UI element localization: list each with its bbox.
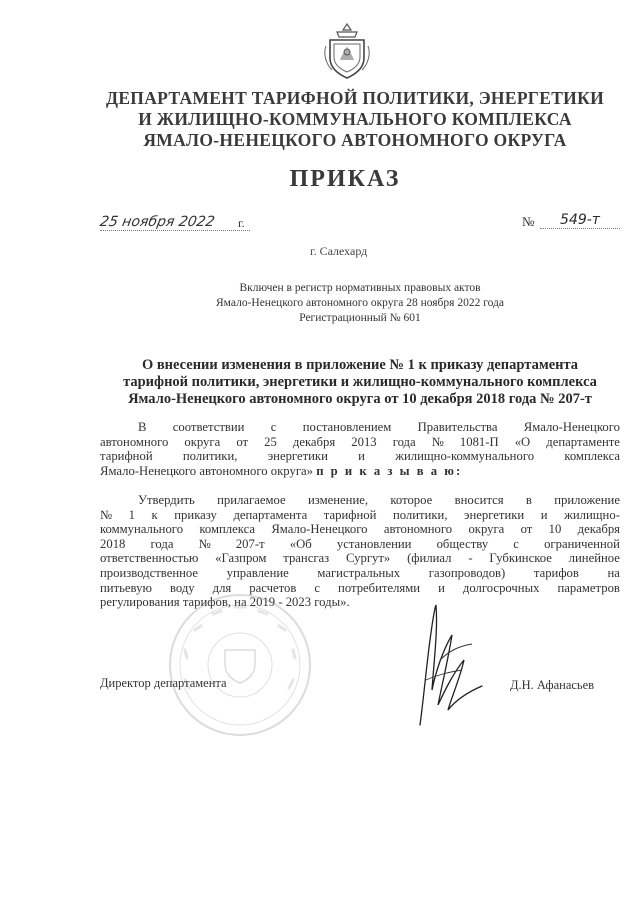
registry-line: Включен в регистр нормативных правовых актов xyxy=(239,282,481,294)
paragraph-text: Ямало-Ненецкого автономного округа» xyxy=(100,463,314,478)
paragraph-line xyxy=(100,464,620,479)
order-date-value: 25 ноября 2022 xyxy=(98,214,216,230)
order-date xyxy=(100,214,250,231)
signer-position: Директор департамента xyxy=(100,676,227,690)
paragraph-line: тарифной политики, энергетики и жилищно-коммунального комплекса xyxy=(100,449,620,464)
paragraph-line: регулирования тарифов, на 2019 - 2023 годы». xyxy=(100,595,350,610)
paragraph-line: Утвердить прилагаемое изменение, которое вносится в приложение xyxy=(138,493,620,507)
order-number-value: 549-т xyxy=(540,212,620,229)
order-number xyxy=(522,212,622,230)
paragraph-line: № 1 к приказу департамента тарифной политики, энергетики и жилищно- xyxy=(100,507,620,522)
department-header xyxy=(90,88,620,151)
number-sign: № xyxy=(522,214,535,229)
order-title xyxy=(100,357,620,408)
paragraph-line: производственное управление магистральных газопроводов) тарифов на xyxy=(100,565,620,580)
title-line: тарифной политики, энергетики и жилищно-коммунального комплекса xyxy=(123,374,597,390)
coat-of-arms-icon xyxy=(322,22,372,82)
order-word: п р и к а з ы в а ю: xyxy=(316,463,463,478)
paragraph-line: коммунального комплекса Ямало-Ненецкого автономного округа от 10 декабря xyxy=(100,522,620,537)
city: г. Салехард xyxy=(310,244,368,258)
department-line: И ЖИЛИЩНО-КОММУНАЛЬНОГО КОМПЛЕКСА xyxy=(138,109,572,129)
signer-name: Д.Н. Афанасьев xyxy=(510,678,595,692)
paragraph-line: автономного округа от 25 декабря 2013 года № 1081-П «О департаменте xyxy=(100,434,620,449)
department-line: ЯМАЛО-НЕНЕЦКОГО АВТОНОМНОГО ОКРУГА xyxy=(143,130,567,150)
seal-stamp-icon xyxy=(165,590,315,740)
registry-line: Регистрационный № 601 xyxy=(299,312,421,324)
title-line: О внесении изменения в приложение № 1 к приказу департамента xyxy=(141,357,579,373)
registry-note xyxy=(150,281,570,326)
preamble-paragraph xyxy=(100,420,620,478)
date-suffix: г. xyxy=(238,216,245,230)
title-line: Ямало-Ненецкого автономного округа от 10 декабря 2018 года № 207-т xyxy=(128,391,592,407)
doc-type-title: ПРИКАЗ xyxy=(289,166,401,192)
paragraph-line: 2018 года № 207-т «Об установлении обществу с ограниченной xyxy=(100,536,620,551)
paragraph-line: ответственностью «Газпром трансгаз Сургут» (филиал - Губкинское линейное xyxy=(100,551,620,566)
registry-line: Ямало-Ненецкого автономного округа 28 ноября 2022 года xyxy=(216,297,504,309)
paragraph-line: В соответствии с постановлением Правительства Ямало-Ненецкого xyxy=(138,420,620,434)
department-line: ДЕПАРТАМЕНТ ТАРИФНОЙ ПОЛИТИКИ, ЭНЕРГЕТИКИ xyxy=(105,88,604,108)
paragraph-line: питьевую воду для расчетов с потребителями и долгосрочных параметров xyxy=(100,580,620,595)
handwritten-signature-icon xyxy=(390,600,550,730)
